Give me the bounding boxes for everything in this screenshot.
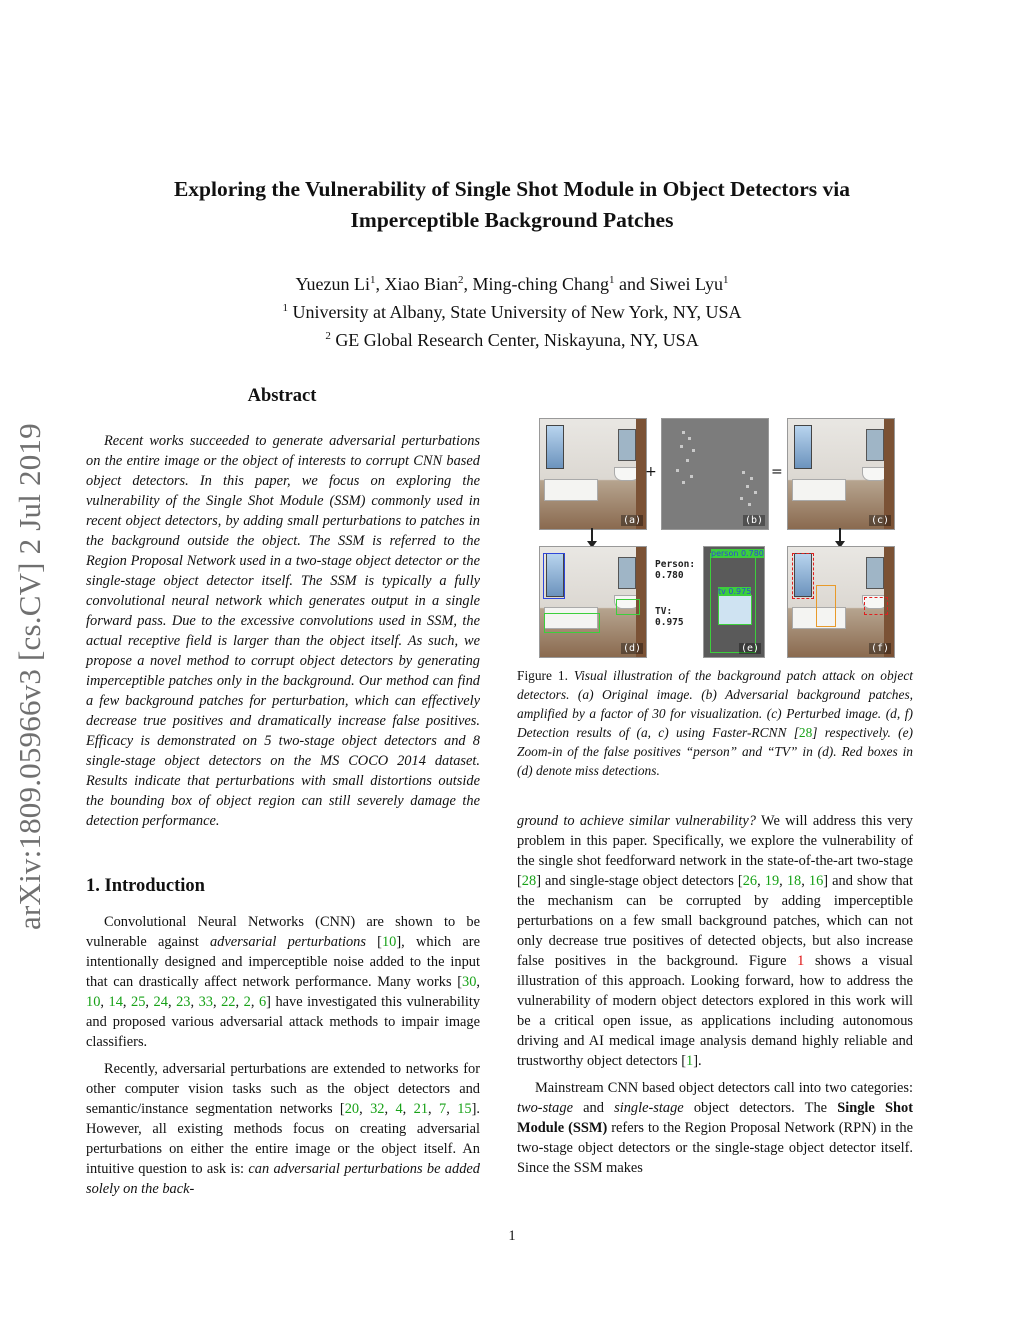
citation-link[interactable]: 18 [786, 873, 802, 889]
panel-a-original-image [539, 418, 647, 530]
title-line-2: Imperceptible Background Patches [350, 208, 674, 232]
citation-link[interactable]: 28 [521, 873, 537, 889]
citation-link[interactable]: 20 [344, 1101, 360, 1117]
citation-link[interactable]: 30 [462, 974, 477, 990]
intro-paragraph-1: Convolutional Neural Networks (CNN) are shown to be vulnerable against adversarial perturbations [10], which are intentionally designed and imperceptible noise added to the input that can drastically affect network performance. Many works [30, 10, 14, 25, 24, 23, 33, 22, 2, 6] have investigated this vulnerability and proposed various adversarial attack methods to impair image classifiers. [86, 914, 481, 1050]
panel-b-adversarial-patches [661, 418, 769, 530]
detection-box [544, 613, 600, 633]
section-heading-introduction: 1. Introduction [86, 876, 205, 896]
panel-d-detection-original [539, 546, 647, 658]
tv-tag: tv 0.975 [718, 587, 752, 596]
panel-label: (b) [744, 515, 763, 526]
citation-link[interactable]: 10 [381, 934, 397, 950]
citation-link[interactable]: 19 [764, 873, 780, 889]
citation-link[interactable]: 23 [176, 994, 191, 1010]
intro-paragraph-2: Recently, adversarial perturbations are extended to networks for other computer vision tasks such as the object detectors and semantic/instance segmentation networks [20, 32, 4, 21, 7, 15]. However, all existing methods focus on creating adversarial perturbations on either the entire image or the object itself. An intuitive question to ask is: can adversarial perturbations be added solely on the back- [86, 1061, 480, 1197]
citation-link[interactable]: 24 [153, 994, 168, 1010]
citation-link[interactable]: 2 [243, 994, 251, 1010]
panel-label: (d) [622, 643, 641, 654]
title-line-1: Exploring the Vulnerability of Single Shot Module in Object Detectors via [173, 177, 851, 201]
figure-reference-link[interactable]: 1 [797, 953, 805, 969]
author-block [80, 268, 944, 352]
citation-link[interactable]: 4 [395, 1101, 403, 1117]
figure-1 [517, 412, 917, 656]
tv-detection-text: TV: 0.975 [655, 606, 684, 628]
intro-paragraph-3: ground to achieve similar vulnerability? We will address this very problem in this paper. Specifically, we explore the vulnerability of the single shot feedforward network in the state-of-the-art two-stage [28] and single-stage object detectors [26, 19, 18, 16] and show that the mechanism can be corrupted by adding imperceptible perturbations on a few small background patches, which can not only decrease true positives of detected objects, but also increase false positives in the background. Figure 1 shows a visual illustration of this approach. Looking forward, how to address the vulnerability of modern object detectors explored in this work will be a critical open issue, as applications including autonomous driving and AI medical image analysis demand highly reliable and trustworthy object detectors [1]. [517, 813, 914, 1069]
person-tag: person 0.780 [711, 549, 764, 558]
author-affil-mark: 1 [608, 274, 615, 286]
author-name: Yuezun Li [295, 274, 370, 294]
panel-f-detection-perturbed [787, 546, 895, 658]
citation-link[interactable]: 26 [742, 873, 758, 889]
author-name: Siwei Lyu [649, 274, 723, 294]
citation-link[interactable]: 22 [221, 994, 236, 1010]
panel-label: (a) [622, 515, 641, 526]
panel-label: (f) [870, 643, 889, 654]
arrow-c-to-f [839, 528, 841, 542]
author-affil-mark: 1 [369, 274, 376, 286]
abstract-text: Recent works succeeded to generate adversarial perturbations on the entire image or the object of interests to corrupt CNN based object detectors. In this paper, we focus on exploring the vulnerability of the Single Shot Module (SSM) commonly used in recent object detectors, by adding small perturbations to patches in the background outside the object. The SSM is referred to the Region Proposal Network used in a two-stage object detector or the single-stage object detector itself. The SSM is typically a fully convolutional neural network which generates output in a single forward pass. Due to the excessive convolutions used in SSM, the actual receptive field is larger than the object itself. As such, we propose a novel method to corrupt object detectors by generating imperceptible patches only in the background. Our method can find a few background patches for perturbation, which can effectively decrease true positives and dramatically increase false positives. Efficacy is demonstrated on 5 two-stage object detectors and 8 single-stage object detectors on the MS COCO 2014 dataset. Results indicate that perturbations with small distortions outside the bounding box of object region can still severely damage the detection performance. [86, 433, 480, 829]
citation-link[interactable]: 33 [198, 994, 213, 1010]
page-number: 1 [508, 1228, 516, 1244]
intro-right-column [517, 811, 913, 1185]
equals-operator: = [771, 464, 783, 480]
abstract-heading: Abstract [247, 386, 317, 406]
intro-paragraph-4: Mainstream CNN based object detectors call into two categories: two-stage and single-stage object detectors. The Single Shot Module (SSM) refers to the Region Proposal Network (RPN) in the two-stage object detectors or the single-stage object detector itself. Since the SSM makes [517, 1080, 913, 1176]
citation-link[interactable]: 6 [258, 994, 267, 1010]
affiliation-2: $^2$ GE Global Research Center, Niskayuna, NY, USA [325, 330, 699, 350]
author-list: Yuezun Li$^1$, Xiao Bian$^2$, Ming-ching Chang$^1$ and Siwei Lyu$^1$ [295, 274, 729, 294]
author-name: Xiao Bian [384, 274, 458, 294]
arxiv-stamp-text: arXiv:1809.05966v3 [cs.CV] 2 Jul 2019 [12, 423, 47, 930]
citation-link[interactable]: 14 [108, 994, 123, 1010]
intro-left-column [86, 912, 480, 1206]
paper-title [80, 174, 944, 236]
citation-link[interactable]: 32 [370, 1101, 385, 1117]
arrow-a-to-d [591, 528, 593, 542]
citation-link[interactable]: 16 [808, 873, 824, 889]
detection-box [816, 585, 836, 627]
missed-detection-box [792, 553, 814, 599]
arxiv-stamp [8, 374, 52, 934]
figure-1-caption: Figure 1. Visual illustration of the background patch attack on object detectors. (a) Original image. (b) Adversarial background patches, amplified by a factor of 30 for visualization. (c) Perturbed image. (d, f) Detection results of (a, c) using Faster-RCNN [28] respectively. (e) Zoom-in of the false positives “person” and “TV” in (d). Red boxes in (d) denote miss detections. [517, 668, 913, 778]
affiliation-1: $^1$ University at Albany, State University of New York, NY, USA [282, 302, 742, 322]
detection-box [616, 599, 640, 615]
plus-operator: + [645, 464, 657, 480]
panel-e-zoom-in [703, 546, 765, 658]
person-detection-text: Person: 0.780 [655, 559, 696, 581]
panel-c-perturbed-image [787, 418, 895, 530]
missed-detection-box [864, 597, 888, 615]
author-affil-mark: 2 [457, 274, 464, 286]
citation-link[interactable]: 1 [686, 1053, 694, 1069]
detection-box [543, 553, 565, 599]
panel-label: (e) [740, 643, 759, 654]
panel-label: (c) [870, 515, 889, 526]
citation-link[interactable]: 25 [131, 994, 146, 1010]
author-name: Ming-ching Chang [472, 274, 609, 294]
false-positive-tv-box [718, 595, 752, 625]
author-affil-mark: 1 [723, 274, 729, 286]
citation-link[interactable]: 7 [439, 1101, 447, 1117]
citation-link[interactable]: 15 [457, 1101, 472, 1117]
citation-link[interactable]: 21 [413, 1101, 429, 1117]
citation-link[interactable]: 28 [798, 725, 813, 740]
citation-link[interactable]: 10 [86, 994, 101, 1010]
